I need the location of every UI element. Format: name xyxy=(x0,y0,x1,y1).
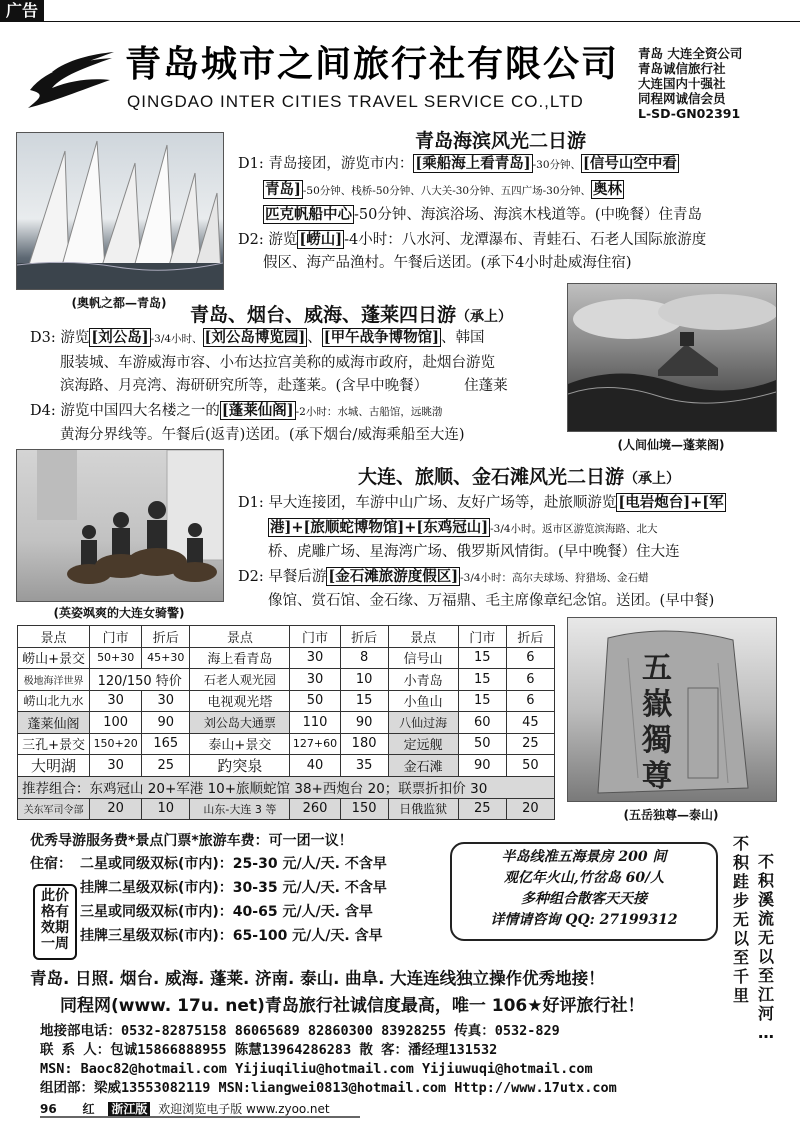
table-cell: 关东军司令部 xyxy=(18,798,90,820)
column-header: 景点 xyxy=(190,626,290,648)
title-note: （承上） xyxy=(456,309,513,325)
price-table xyxy=(17,625,555,820)
proverb-char: 积 xyxy=(732,853,749,872)
table-cell: 90 xyxy=(340,712,388,734)
table-header-row xyxy=(18,626,555,648)
banner-line2: 同程网(www. 17u. net)青岛旅行社诚信度最高，唯一 106★好评旅行社！ xyxy=(60,996,645,1016)
footer xyxy=(40,1100,330,1117)
table-cell: 110 xyxy=(290,712,340,734)
table-row xyxy=(18,798,555,820)
lodging-item: 二星或同级双标(市内)：25-30 元/人/天. 不含早 xyxy=(80,856,387,872)
column-header: 折后 xyxy=(506,626,554,648)
table-cell: 30 xyxy=(90,690,142,712)
table-cell: 金石滩 xyxy=(388,755,458,777)
table-cell: 小青岛 xyxy=(388,669,458,691)
tour3-title xyxy=(358,462,680,489)
contacts xyxy=(40,1022,780,1098)
proverb-char: 里 xyxy=(732,986,749,1005)
tour1-title: 青岛海滨风光二日游 xyxy=(415,130,587,152)
highlight: [蓬莱仙阁] xyxy=(221,401,294,419)
proverb-char: 积 xyxy=(757,871,774,890)
tour2-body xyxy=(30,326,560,448)
day-label: D2: xyxy=(238,231,264,248)
credential: 青岛 大连全资公司 xyxy=(638,46,743,61)
table-cell: 日俄监狱 xyxy=(388,798,458,820)
taishan-caption: (五岳独尊—泰山) xyxy=(623,808,719,822)
table-cell: 25 xyxy=(142,755,190,777)
column-header: 门市 xyxy=(290,626,340,648)
text: -3/4小时：高尔夫球场、狩猎场、金石蜡 xyxy=(460,571,649,584)
text: 、 xyxy=(307,330,322,346)
table-cell: 45+30 xyxy=(142,647,190,669)
table-cell: 260 xyxy=(290,798,340,820)
proverb-col2 xyxy=(756,852,776,1042)
table-cell: 25 xyxy=(506,733,554,755)
police-photo xyxy=(16,449,224,602)
table-cell: 127+60 xyxy=(290,733,340,755)
day-label: D1: xyxy=(238,495,264,511)
proverb-char: 跬 xyxy=(732,872,749,891)
edition-badge: 浙江版 xyxy=(108,1102,150,1116)
table-cell: 40 xyxy=(290,755,340,777)
text: 早餐后游 xyxy=(268,568,327,585)
highlight: [金石滩旅游度假区] xyxy=(328,567,459,585)
proverb-char: 不 xyxy=(757,852,774,871)
table-cell: 165 xyxy=(142,733,190,755)
validity-line: 效期 xyxy=(41,920,69,936)
text: 滨海路、月亮湾、海研研究所等，赴蓬莱。(含早中晚餐） xyxy=(60,378,429,394)
table-cell: 50 xyxy=(506,755,554,777)
column-header: 门市 xyxy=(90,626,142,648)
text: 、韩国 xyxy=(441,330,485,346)
table-cell: 150 xyxy=(340,798,388,820)
proverb-char: 流 xyxy=(757,909,774,928)
highlight: [崂山] xyxy=(299,230,343,248)
highlight: [电岩炮台]+[军 xyxy=(618,494,724,511)
ad-label: 广告 xyxy=(0,0,44,22)
proverb-char: 至 xyxy=(732,948,749,967)
rock-char: 嶽 xyxy=(642,687,672,722)
notice-line: 详情请咨询 QQ: 27199312 xyxy=(490,912,678,928)
company-name: 青岛城市之间旅行社有限公司 xyxy=(125,44,620,85)
table-cell: 30 xyxy=(142,690,190,712)
contact-line: 联 系 人：包诚15866888955 陈慧13964286283 散 客：潘经理131532 xyxy=(40,1042,498,1058)
column-header: 门市 xyxy=(458,626,506,648)
divider xyxy=(44,21,800,22)
credential: 大连国内十强社 xyxy=(638,76,726,91)
table-cell: 30 xyxy=(290,647,340,669)
highlight: [刘公岛博览园] xyxy=(204,329,306,346)
contact-line: 地接部电话：0532-82875158 86065689 82860300 83928255 传真：0532-829 xyxy=(40,1023,560,1039)
validity-line: 一周 xyxy=(41,936,69,952)
table-cell: 90 xyxy=(142,712,190,734)
lodging-label: 住宿： xyxy=(30,856,72,872)
table-row xyxy=(18,669,555,691)
credential: 青岛诚信旅行社 xyxy=(638,61,726,76)
table-cell: 石老人观光园 xyxy=(190,669,290,691)
sailing-photo xyxy=(16,132,224,290)
table-cell: 20 xyxy=(506,798,554,820)
table-cell: 崂山北九水 xyxy=(18,690,90,712)
table-cell: 10 xyxy=(340,669,388,691)
table-cell: 信号山 xyxy=(388,647,458,669)
sailing-caption: (奥帆之都—青岛) xyxy=(71,296,167,310)
proverb-char: 河 xyxy=(757,1004,774,1023)
notice-line: 观亿年火山,竹岔岛 60/人 xyxy=(503,870,665,886)
table-row xyxy=(18,647,555,669)
text: -30分钟、 xyxy=(532,159,582,171)
taishan-photo xyxy=(567,617,777,802)
table-cell: 90 xyxy=(458,755,506,777)
table-cell: 6 xyxy=(506,669,554,691)
table-cell: 崂山+景交 xyxy=(18,647,90,669)
table-cell: 45 xyxy=(506,712,554,734)
highlight: 奥林 xyxy=(593,180,623,198)
highlight: 港]+[旅顺蛇博物馆]+[东鸡冠山] xyxy=(270,518,489,536)
promo-text: 优秀导游服务费*景点门票*旅游车费：可一团一议！ xyxy=(30,833,353,849)
column-header: 折后 xyxy=(142,626,190,648)
lodging-item: 三星或同级双标(市内)：40-65 元/人/天. 含早 xyxy=(80,904,373,920)
table-row xyxy=(18,777,555,799)
notice-box xyxy=(450,842,718,941)
table-cell: 6 xyxy=(506,690,554,712)
tour2-title xyxy=(190,300,512,327)
notice-line: 多种组合散客天天接 xyxy=(521,891,647,907)
table-cell: 8 xyxy=(340,647,388,669)
text: 像馆、赏石馆、金石缘、万福鼎、毛主席像章纪念馆。送团。(早中餐) xyxy=(268,593,715,609)
proverb-char: 千 xyxy=(732,967,749,986)
footer-rule xyxy=(40,1116,360,1118)
proverb-char: … xyxy=(758,1023,774,1042)
lodging-item: 挂牌二星级双标(市内)：30-35 元/人/天. 不含早 xyxy=(80,880,387,896)
table-cell: 150+20 xyxy=(90,733,142,755)
table-cell: 趵突泉 xyxy=(190,755,290,777)
contact-line: MSN: Baoc82@hotmail.com Yijiuqiliu@hotmail.com Yijiuwuqi@hotmail.com xyxy=(40,1061,593,1077)
lodging-list xyxy=(80,852,387,948)
table-cell: 120/150 特价 xyxy=(90,669,190,691)
table-row xyxy=(18,712,555,734)
column-header: 折后 xyxy=(340,626,388,648)
text: 服装城、车游威海市容、小布达拉宫美称的威海市政府，赴烟台游览 xyxy=(60,354,495,371)
column-header: 景点 xyxy=(18,626,90,648)
highlight: [甲午战争博物馆] xyxy=(323,329,440,346)
text: -3/4小时、 xyxy=(150,333,203,345)
table-cell: 10 xyxy=(142,798,190,820)
table-cell: 海上看青岛 xyxy=(190,647,290,669)
table-cell: 30 xyxy=(90,755,142,777)
proverb-char: 以 xyxy=(757,947,774,966)
highlight: [乘船海上看青岛] xyxy=(415,155,531,172)
text: 游览 xyxy=(268,231,298,248)
proverb-char: 步 xyxy=(732,891,749,910)
proverb-char: 以 xyxy=(732,929,749,948)
highlight: [刘公岛] xyxy=(91,329,149,346)
table-cell: 20 xyxy=(90,798,142,820)
day-label: D4: xyxy=(30,402,56,419)
credentials xyxy=(638,46,742,121)
text: 早大连接团，车游中山广场、友好广场等，赴旅顺游览 xyxy=(268,495,617,511)
penglai-photo xyxy=(567,283,777,432)
day-label: D2: xyxy=(238,568,264,585)
title-text: 青岛、烟台、威海、蓬莱四日游 xyxy=(190,304,457,326)
proverb-char: 无 xyxy=(757,928,774,947)
combo-cell: 推荐组合：东鸡冠山 20+军港 10+旅顺蛇馆 38+西炮台 20；联票折扣价 30 xyxy=(18,777,555,799)
table-cell: 大明湖 xyxy=(18,755,90,777)
table-cell: 小鱼山 xyxy=(388,690,458,712)
table-cell: 15 xyxy=(458,669,506,691)
rock-char: 尊 xyxy=(642,759,672,794)
table-cell: 15 xyxy=(458,647,506,669)
title-text: 大连、旅顺、金石滩风光二日游 xyxy=(358,466,625,488)
banner-line1: 青岛. 日照. 烟台. 威海. 蓬莱. 济南. 泰山. 曲阜. 大连连线独立操作优秀地接！ xyxy=(30,969,605,988)
table-cell: 泰山+景交 xyxy=(190,733,290,755)
company-name-en: QINGDAO INTER CITIES TRAVEL SERVICE CO.,LTD xyxy=(127,92,584,111)
table-cell: 6 xyxy=(506,647,554,669)
issue-label: 红 xyxy=(82,1102,95,1116)
table-cell: 八仙过海 xyxy=(388,712,458,734)
rock-char: 五 xyxy=(642,651,672,686)
table-cell: 25 xyxy=(458,798,506,820)
credential: 同程网诚信会员 xyxy=(638,91,726,106)
table-cell: 极地海洋世界 xyxy=(18,669,90,691)
table-row xyxy=(18,755,555,777)
contact-line: 组团部：梁威13553082119 MSN:liangwei0813@hotmail.com Http://www.17utx.com xyxy=(40,1080,617,1096)
table-cell: 刘公岛大通票 xyxy=(190,712,290,734)
proverb-char: 无 xyxy=(732,910,749,929)
table-cell: 35 xyxy=(340,755,388,777)
table-cell: 30 xyxy=(290,669,340,691)
table-cell: 60 xyxy=(458,712,506,734)
table-cell: 定远舰 xyxy=(388,733,458,755)
validity-line: 格有 xyxy=(41,904,69,920)
text: -3/4小时。返市区游览滨海路、北大 xyxy=(490,522,658,535)
validity-line: 此价 xyxy=(41,888,69,904)
proverb-char: 江 xyxy=(757,985,774,1004)
text: -2小时：水城、古船馆，远眺渤 xyxy=(295,405,443,418)
text: 假区、海产品渔村。午餐后送团。(承下4小时赴威海住宿) xyxy=(263,255,632,271)
highlight: [信号山空中看 xyxy=(583,155,677,172)
table-cell: 180 xyxy=(340,733,388,755)
proverb-char: 不 xyxy=(732,834,749,853)
table-cell: 50 xyxy=(290,690,340,712)
company-logo-icon xyxy=(22,50,118,112)
text: 桥、虎雕广场、星海湾广场、俄罗斯风情街。(早中晚餐）住大连 xyxy=(268,544,680,560)
text: 住蓬莱 xyxy=(464,378,508,394)
credential: L-SD-GN02391 xyxy=(638,106,741,121)
table-cell: 50 xyxy=(458,733,506,755)
title-note: （承上） xyxy=(624,471,681,487)
text: 黄海分界线等。午餐后(返青)送团。(承下烟台/威海乘船至大连) xyxy=(60,427,465,443)
day-label: D1: xyxy=(238,156,264,172)
day-label: D3: xyxy=(30,330,56,346)
table-cell: 蓬莱仙阁 xyxy=(18,712,90,734)
table-cell: 电视观光塔 xyxy=(190,690,290,712)
footer-link[interactable]: 欢迎浏览电子版 www.zyoo.net xyxy=(158,1102,330,1116)
text: 游览 xyxy=(60,330,90,346)
notice-line: 半岛线准五海景房 200 间 xyxy=(501,849,667,865)
police-caption: (英姿飒爽的大连女骑警) xyxy=(53,606,185,620)
table-cell: 100 xyxy=(90,712,142,734)
tour1-body xyxy=(238,152,778,276)
page-number: 96 xyxy=(40,1102,57,1116)
table-cell: 50+30 xyxy=(90,647,142,669)
proverb-char: 溪 xyxy=(757,890,774,909)
proverb-char: 至 xyxy=(757,966,774,985)
lodging-item: 挂牌三星级双标(市内)：65-100 元/人/天. 含早 xyxy=(80,928,383,944)
text: -4小时：八水河、龙潭瀑布、青蛙石、石老人国际旅游度 xyxy=(344,231,707,248)
table-cell: 15 xyxy=(458,690,506,712)
tour3-body xyxy=(238,491,783,614)
validity-badge xyxy=(33,884,77,960)
text: 青岛接团，游览市内： xyxy=(268,156,414,172)
column-header: 景点 xyxy=(388,626,458,648)
table-cell: 15 xyxy=(340,690,388,712)
table-row xyxy=(18,733,555,755)
highlight: 匹克帆船中心 xyxy=(265,206,352,223)
penglai-caption: (人间仙境—蓬莱阁) xyxy=(617,438,725,452)
text: -50分钟、栈桥-50分钟、八大关-30分钟、五四广场-30分钟、 xyxy=(302,184,592,197)
highlight: 青岛] xyxy=(265,180,301,198)
text: 游览中国四大名楼之一的 xyxy=(60,402,220,419)
table-cell: 山东-大连 3 等 xyxy=(190,798,290,820)
text: -50分钟、海滨浴场、海滨木栈道等。(中晚餐）住青岛 xyxy=(354,207,703,223)
table-row xyxy=(18,690,555,712)
rock-char: 獨 xyxy=(642,723,672,758)
proverb-col1 xyxy=(731,834,751,1005)
table-cell: 三孔+景交 xyxy=(18,733,90,755)
